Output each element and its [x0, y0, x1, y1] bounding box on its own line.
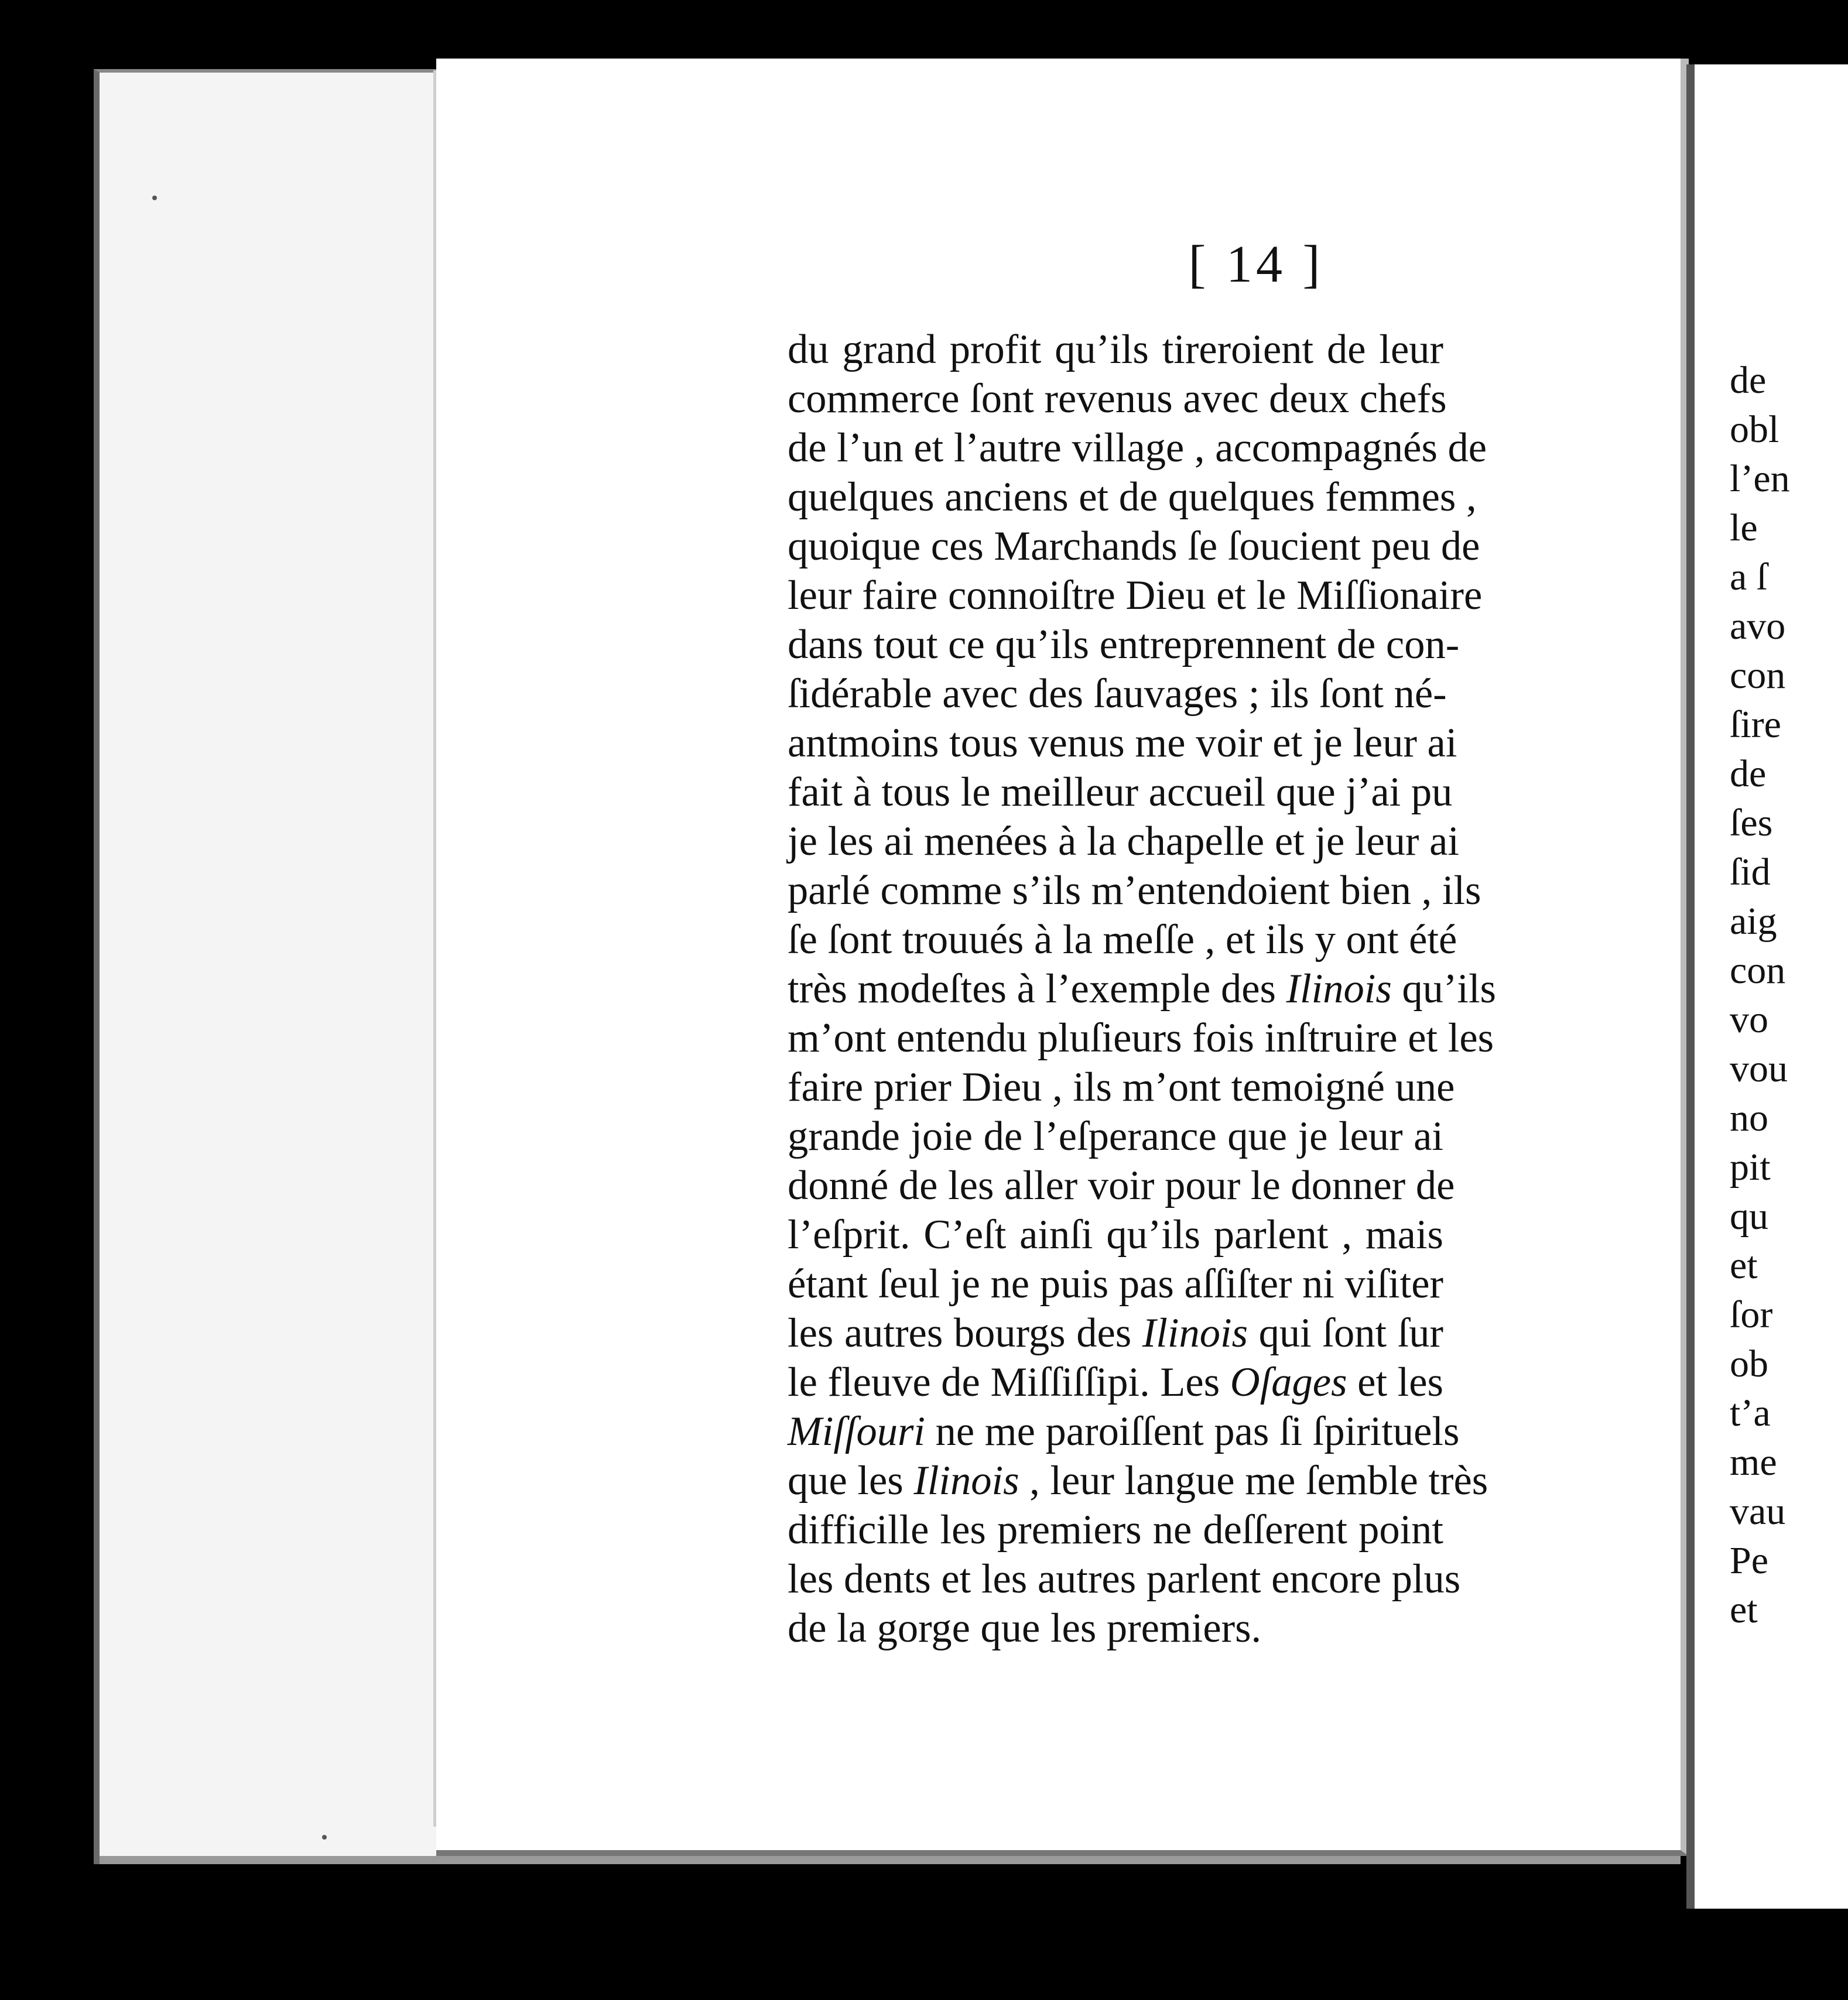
facing-text-fragment: vo: [1730, 998, 1768, 1041]
text-run: et les: [1347, 1359, 1443, 1405]
facing-text-fragment: con: [1730, 949, 1786, 992]
facing-text-fragment: me: [1730, 1441, 1777, 1484]
blank-flyleaf: [94, 69, 450, 1864]
page-number: [ 14 ]: [1188, 235, 1324, 293]
text-line: m’ont entendu pluſieurs fois inſtruire et les: [788, 1015, 1494, 1061]
text-line: [788, 1358, 1443, 1407]
text-line: l’eſprit. C’eſt ainſi qu’ils parlent , mais: [788, 1212, 1443, 1258]
facing-text-fragment: et: [1730, 1244, 1758, 1287]
text-line: antmoins tous venus me voir et je leur ai: [788, 720, 1457, 766]
facing-text-fragment: ſor: [1730, 1293, 1773, 1336]
page-bottom-edge: [100, 1856, 1681, 1864]
italic-proper-noun: Ilinois: [913, 1458, 1019, 1504]
facing-text-fragment: con: [1730, 654, 1786, 697]
text-line: quelques anciens et de quelques femmes ,: [788, 474, 1477, 520]
text-line: quoique ces Marchands ſe ſoucient peu de: [788, 523, 1480, 569]
text-line: les dents et les autres parlent encore plus: [788, 1556, 1461, 1602]
italic-proper-noun: Ilinois: [1286, 966, 1392, 1012]
facing-text-fragment: no: [1730, 1097, 1768, 1139]
text-line: [788, 964, 1496, 1013]
facing-page-edge: [1686, 64, 1848, 1909]
text-line: de l’un et l’autre village , accompagnés de: [788, 425, 1487, 471]
facing-text-fragment: qu: [1730, 1195, 1768, 1238]
text-run: le fleuve de Miſſiſſipi. Les: [788, 1359, 1230, 1405]
facing-text-fragment: vau: [1730, 1490, 1786, 1533]
facing-text-fragment: obl: [1730, 408, 1779, 451]
text-line: [788, 1456, 1488, 1505]
facing-text-fragment: aig: [1730, 900, 1777, 943]
text-line: ſidérable avec des ſauvages ; ils ſont né-: [788, 671, 1447, 717]
facing-text-fragment: de: [1730, 359, 1767, 402]
text-run: qui ſont ſur: [1248, 1310, 1444, 1356]
text-line: faire prier Dieu , ils m’ont temoigné une: [788, 1064, 1455, 1110]
text-run: que les: [788, 1458, 914, 1504]
facing-text-fragment: ob: [1730, 1343, 1768, 1385]
facing-text-fragment: a ſ: [1730, 556, 1768, 598]
text-line: leur faire connoiſtre Dieu et le Miſſionaire: [788, 573, 1483, 618]
facing-text-fragment: avo: [1730, 605, 1786, 648]
facing-text-fragment: et: [1730, 1588, 1758, 1631]
text-line: ſe ſont trouués à la meſſe , et ils y ont été: [788, 917, 1457, 963]
book-page: [436, 59, 1689, 1856]
facing-text-fragment: pit: [1730, 1146, 1771, 1189]
text-line: [788, 1407, 1460, 1456]
text-line: difficille les premiers ne deſſerent point: [788, 1507, 1443, 1553]
facing-text-fragment: Pe: [1730, 1539, 1768, 1582]
facing-text-fragment: t’a: [1730, 1392, 1771, 1434]
text-line: je les ai menées à la chapelle et je leur ai: [788, 819, 1459, 864]
text-line: dans tout ce qu’ils entreprennent de con-: [788, 622, 1460, 667]
text-run: qu’ils: [1391, 966, 1496, 1012]
text-run: les autres bourgs des: [788, 1310, 1142, 1356]
text-line: commerce ſont revenus avec deux chefs: [788, 376, 1447, 422]
facing-text-fragment: l’en: [1730, 457, 1790, 500]
text-run: , leur langue me ſemble très: [1019, 1458, 1488, 1504]
text-line: [788, 1309, 1443, 1358]
speck-mark: [152, 196, 157, 200]
facing-text-fragment: ſid: [1730, 851, 1771, 893]
facing-text-fragment: ſes: [1730, 802, 1773, 844]
facing-page-text: [1730, 356, 1848, 1635]
text-run: ne me paroiſſent pas ſi ſpirituels: [925, 1409, 1460, 1454]
text-line: fait à tous le meilleur accueil que j’ai pu: [788, 769, 1453, 815]
text-line: donné de les aller voir pour le donner de: [788, 1163, 1455, 1208]
facing-text-fragment: vou: [1730, 1047, 1788, 1090]
italic-proper-noun: Ilinois: [1142, 1310, 1248, 1356]
speck-mark: [322, 1835, 327, 1840]
text-line: de la gorge que les premiers.: [788, 1605, 1262, 1651]
facing-text-fragment: de: [1730, 752, 1767, 795]
text-run: très modeſtes à l’exemple des: [788, 966, 1286, 1012]
text-line: parlé comme s’ils m’entendoient bien , ils: [788, 868, 1481, 913]
italic-proper-noun: Miſſouri: [788, 1409, 926, 1454]
facing-text-fragment: ſire: [1730, 703, 1781, 746]
text-line: du grand profit qu’ils tireroient de leur: [788, 327, 1443, 372]
italic-proper-noun: Oſages: [1230, 1359, 1347, 1405]
body-text: [788, 325, 1496, 1653]
facing-text-fragment: le: [1730, 506, 1758, 549]
text-line: étant ſeul je ne puis pas aſſiſter ni viſiter: [788, 1261, 1443, 1307]
text-line: grande joie de l’eſperance que je leur ai: [788, 1114, 1443, 1159]
